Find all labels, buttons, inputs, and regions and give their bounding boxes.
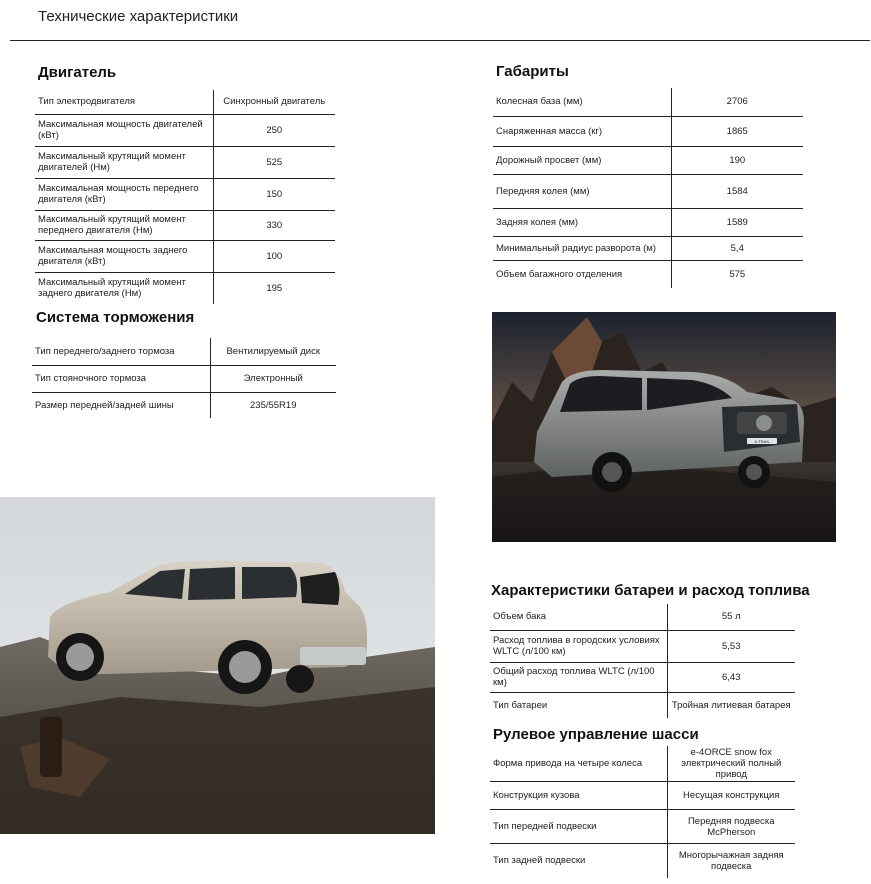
spec-row — [35, 210, 335, 240]
brakes-section-title: Система торможения — [36, 309, 195, 326]
spec-value: 100 — [213, 240, 335, 272]
spec-row — [490, 662, 795, 692]
spec-label: Конструкция кузова — [490, 782, 667, 810]
spec-label: Максимальный крутящий момент двигателей (Нм) — [35, 146, 213, 178]
spec-row — [35, 178, 335, 210]
spec-label: Тип передней подвески — [490, 810, 667, 844]
spec-row — [32, 365, 336, 392]
spec-label: Максимальный крутящий момент заднего двигателя (Нм) — [38, 277, 186, 300]
spec-value: 5,53 — [667, 630, 795, 662]
spec-label: Дорожный просвет (мм) — [493, 146, 671, 174]
spec-value: Передняя подвеска McPherson — [667, 810, 795, 844]
spec-value: Тройная литиевая батарея — [667, 692, 795, 718]
spec-label: Максимальная мощность заднего двигателя (кВт) — [35, 240, 213, 272]
spec-value: Вентилируемый диск — [210, 338, 336, 365]
spec-value: Синхронный двигатель — [213, 90, 335, 114]
spec-label: Колесная база (мм) — [493, 88, 671, 116]
spec-value: 250 — [213, 114, 335, 146]
spec-row — [490, 604, 795, 630]
spec-label: Снаряженная масса (кг) — [493, 116, 671, 146]
spec-row — [35, 90, 335, 114]
spec-value: 5,4 — [671, 236, 803, 260]
spec-row — [32, 392, 336, 418]
spec-row — [490, 746, 795, 782]
spec-label: Размер передней/задней шины — [35, 399, 174, 411]
plate-text: X-TRAIL — [754, 439, 770, 444]
spec-row — [493, 260, 803, 288]
spec-label: Передняя колея (мм) — [493, 174, 671, 208]
spec-value: 150 — [213, 178, 335, 210]
spec-label: Форма привода на четыре колеса — [490, 746, 667, 782]
spec-value: 330 — [213, 210, 335, 240]
spec-row — [493, 174, 803, 208]
spec-label: Минимальный радиус разворота (м) — [493, 236, 671, 260]
spec-label: Максимальная мощность двигателей (кВт) — [35, 114, 213, 146]
chassis-table — [490, 746, 795, 878]
spec-label: Тип электродвигателя — [35, 90, 213, 114]
spec-value: 575 — [671, 260, 803, 288]
spec-label: Расход топлива в городских условиях WLTC (л/100 км) — [490, 630, 667, 662]
spec-row — [490, 692, 795, 718]
battery-section-title: Характеристики батареи и расход топлива — [491, 582, 810, 599]
spec-label: Максимальный крутящий момент переднего двигателя (Нм) — [35, 210, 213, 240]
spec-value: 1589 — [671, 208, 803, 236]
spec-value: 195 — [213, 272, 335, 304]
spec-label: Тип батареи — [493, 699, 548, 711]
spec-value: Несущая конструкция — [667, 782, 795, 810]
spec-row — [493, 146, 803, 174]
spec-row — [35, 240, 335, 272]
spec-value: 525 — [213, 146, 335, 178]
spec-label: Объем багажного отделения — [496, 268, 623, 280]
page-title: Технические характеристики — [38, 8, 239, 25]
spec-value: 190 — [671, 146, 803, 174]
spec-row — [493, 208, 803, 236]
spec-row — [35, 272, 335, 304]
spec-row — [493, 236, 803, 260]
spec-label: Тип переднего/заднего тормоза — [32, 338, 210, 365]
spec-value: 1584 — [671, 174, 803, 208]
dimensions-table — [493, 88, 803, 288]
chassis-section-title: Рулевое управление шасси — [493, 726, 699, 743]
spec-value: Многорычажная задняя подвеска — [667, 844, 795, 878]
spec-row — [490, 810, 795, 844]
spec-label: Общий расход топлива WLTC (л/100 км) — [490, 662, 667, 692]
spec-row — [490, 782, 795, 810]
spec-value: 55 л — [667, 604, 795, 630]
spec-value: 235/55R19 — [210, 392, 336, 418]
brakes-table — [32, 338, 336, 418]
battery-table — [490, 604, 795, 718]
dimensions-section-title: Габариты — [496, 63, 569, 80]
spec-label: Объем бака — [490, 604, 667, 630]
spec-row — [490, 630, 795, 662]
suv-rocky-hill-photo — [0, 497, 435, 834]
spec-row — [493, 88, 803, 116]
suv-mountain-photo — [492, 312, 836, 542]
spec-label: Максимальная мощность переднего двигателя (кВт) — [35, 178, 213, 210]
spec-row — [493, 116, 803, 146]
spec-row — [35, 146, 335, 178]
spec-row — [35, 114, 335, 146]
spec-row — [32, 338, 336, 365]
spec-row — [490, 844, 795, 878]
spec-value: Электронный — [210, 365, 336, 392]
engine-section-title: Двигатель — [38, 64, 117, 81]
spec-label: Задняя колея (мм) — [493, 208, 671, 236]
spec-label: Тип стояночного тормоза — [32, 365, 210, 392]
engine-table — [35, 90, 335, 304]
spec-value: 6,43 — [667, 662, 795, 692]
spec-value: e-4ORCE snow fox электрический полный привод — [667, 746, 795, 782]
spec-value: 2706 — [671, 88, 803, 116]
spec-value: 1865 — [671, 116, 803, 146]
title-divider — [10, 40, 870, 41]
spec-label: Тип задней подвески — [493, 855, 586, 867]
